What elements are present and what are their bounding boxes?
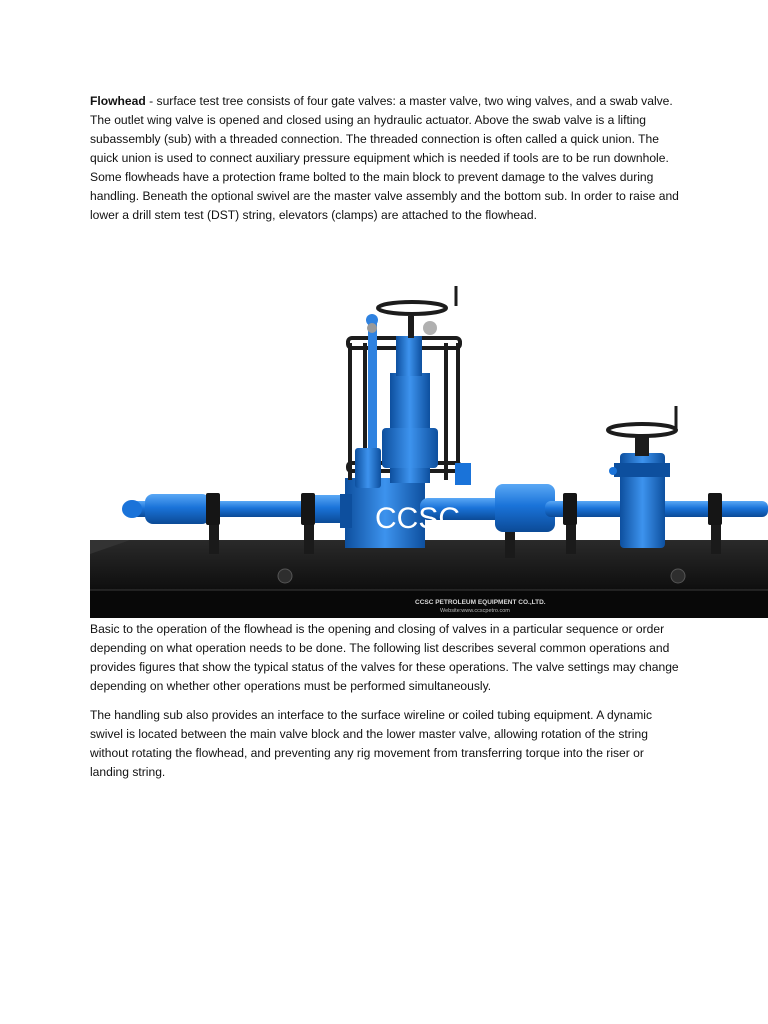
flowhead-description-paragraph <box>90 92 680 225</box>
valve-operation-paragraph: Basic to the operation of the flowhead is the opening and closing of valves in a particular sequence or order depending on what operation needs to be done. The following list describes several common operations and provides figures that show the typical status of the valves for these operations. The valve settings may change depending on whether other operations must be performed simultaneously. <box>90 622 679 693</box>
flowhead-description-text: - surface test tree consists of four gate valves: a master valve, two wing valves, and a swab valve. The outlet wing valve is opened and closed using an hydraulic actuator. Above the swab valve is a lifting subassembly (sub) with a threaded connection. The threaded connection is often called a quick union. The quick union is used to connect auxiliary pressure equipment which is needed if tools are to be run downhole. Some flowheads have a protection frame bolted to the main block to prevent damage to the valves during handling. Beneath the optional swivel are the master valve assembly and the bottom sub. In order to raise and lower a drill stem test (DST) string, elevators (clamps) are attached to the flowhead. <box>90 94 679 222</box>
handling-sub-paragraph: The handling sub also provides an interface to the surface wireline or coiled tubing equipment. A dynamic swivel is located between the main valve block and the lower master valve, allowing rotation of the string without rotating the flowhead, and preventing any rig movement from transferring torque into the riser or landing string. <box>90 708 653 779</box>
flowhead-equipment-photo <box>90 258 768 618</box>
flowhead-term: Flowhead <box>90 94 146 108</box>
photo-logo-text: CCSC <box>375 502 461 535</box>
photo-plate-company: CCSC PETROLEUM EQUIPMENT CO.,LTD. <box>415 599 546 606</box>
photo-plate-website: Website:www.ccscpetro.com <box>440 608 510 614</box>
